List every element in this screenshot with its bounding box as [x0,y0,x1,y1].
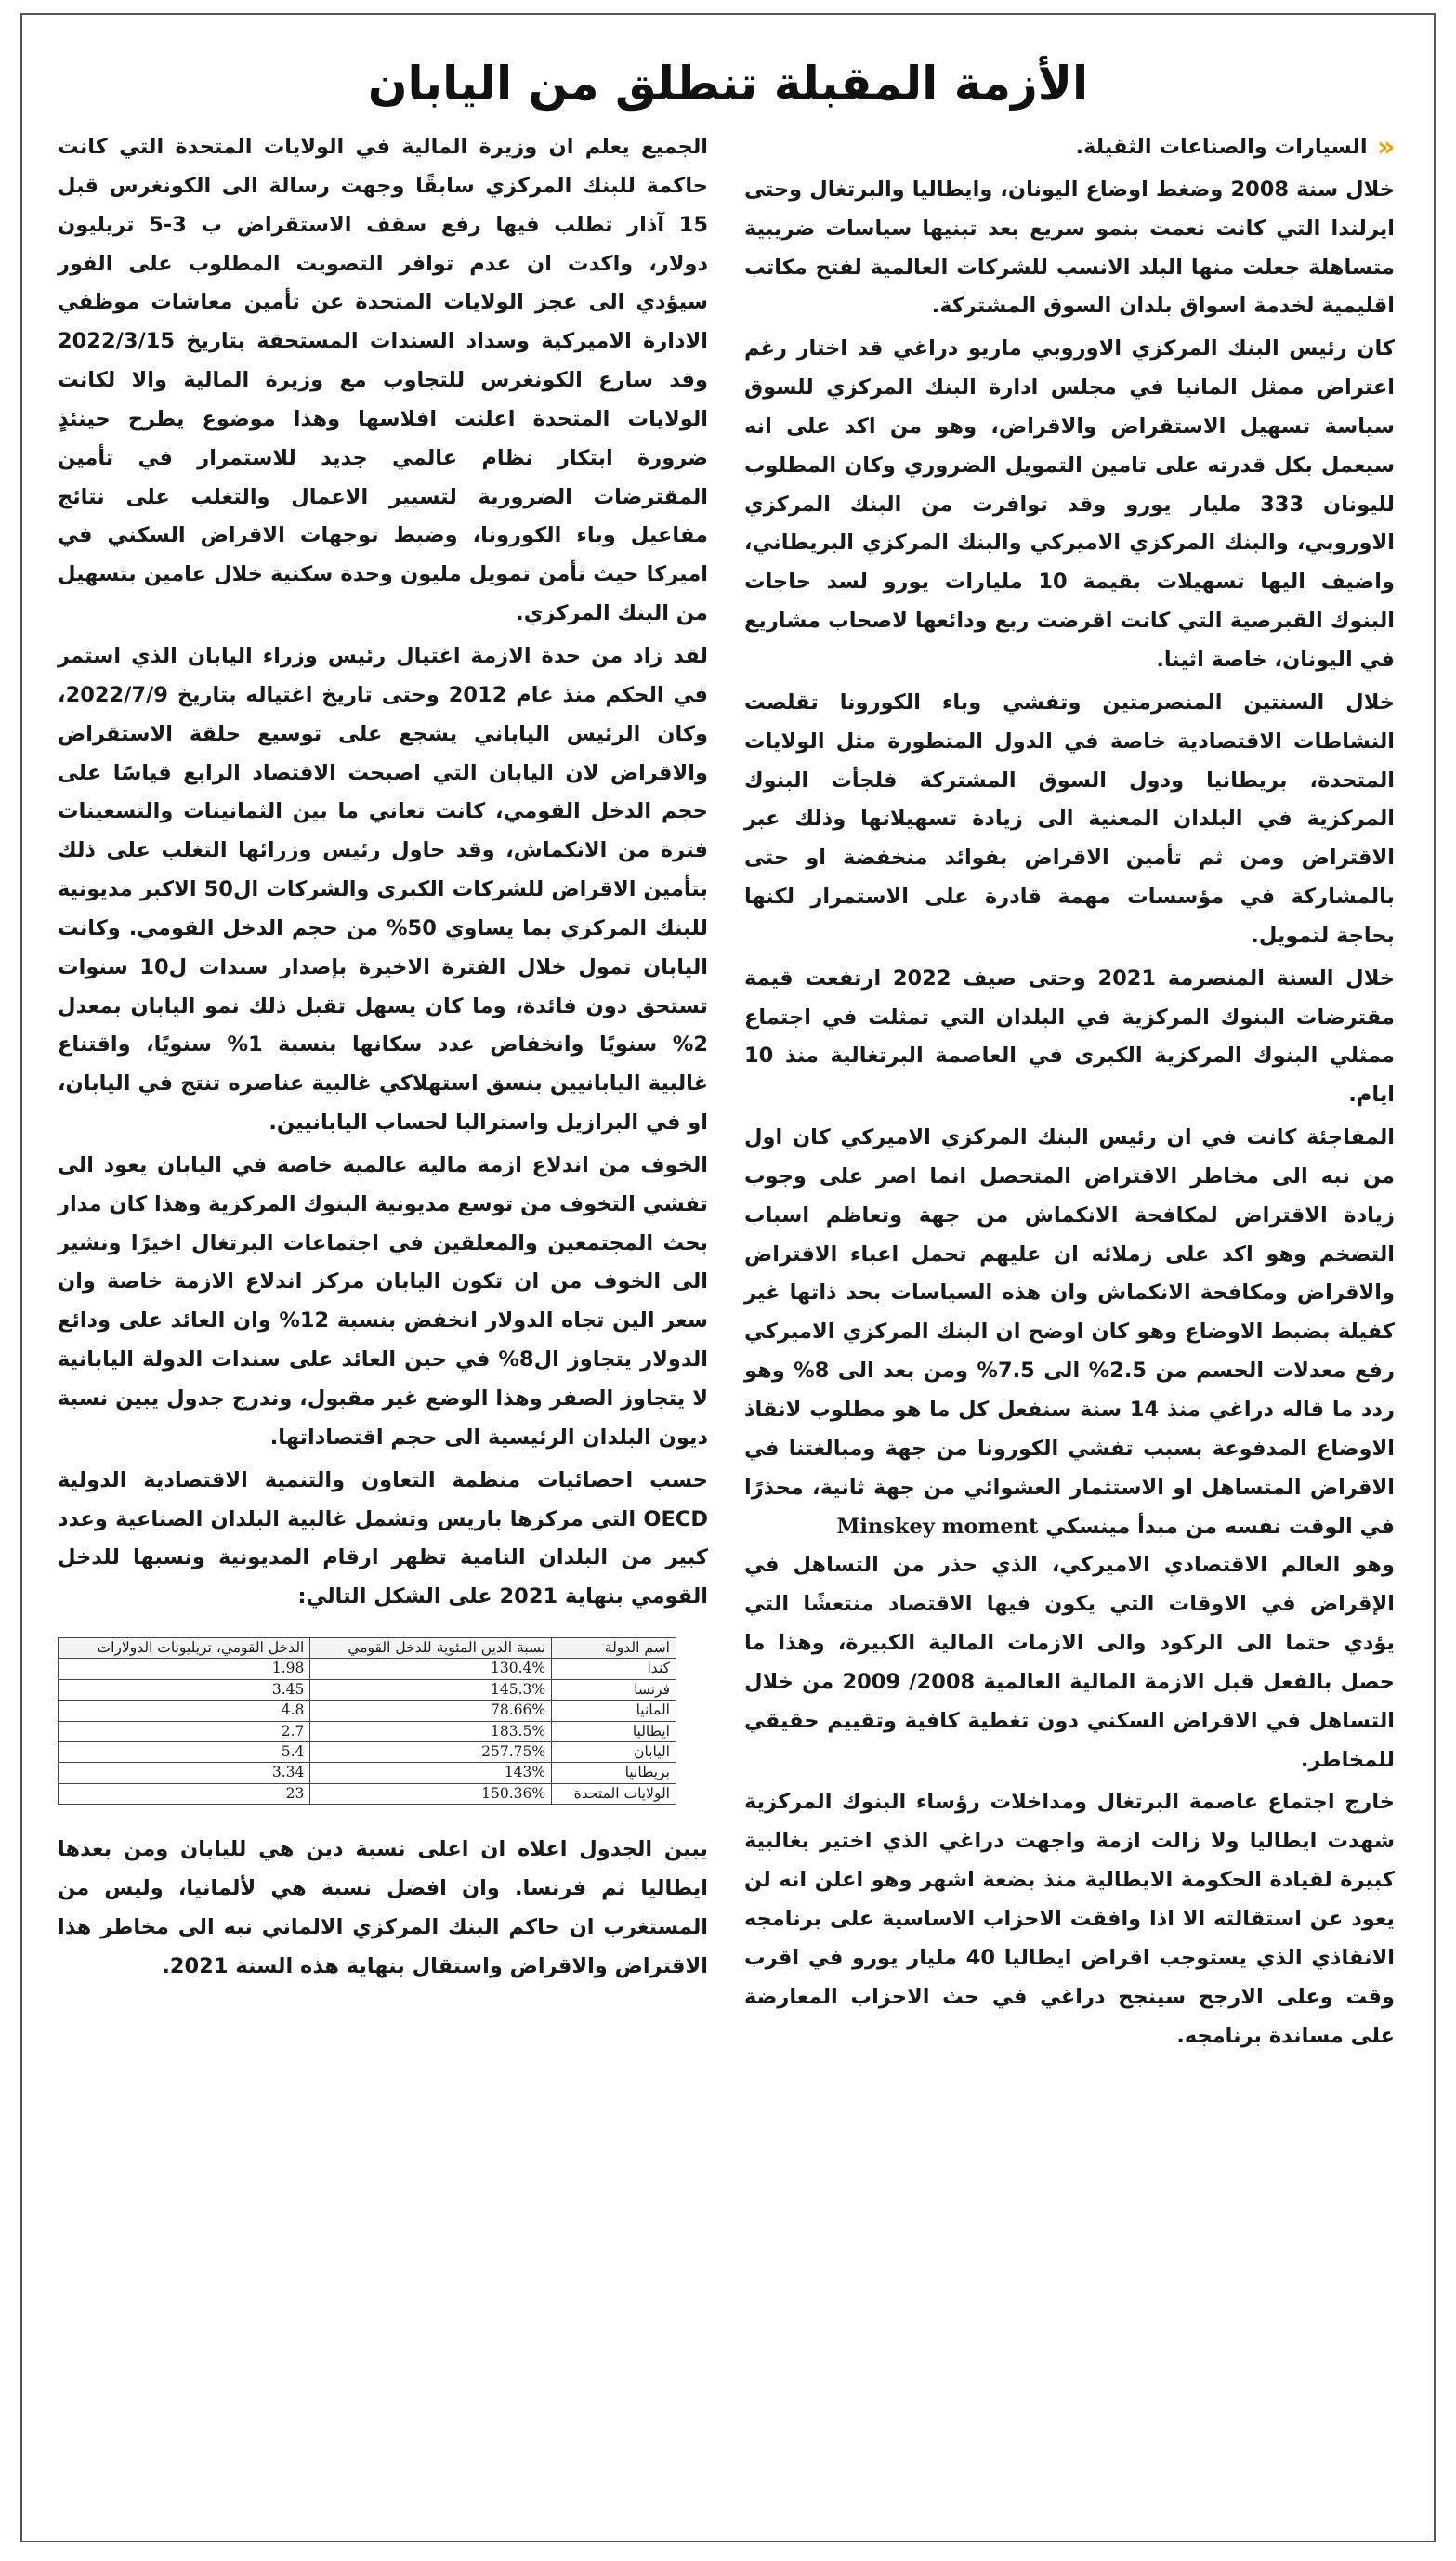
country-cell: اليابان [552,1741,676,1762]
table-row [59,1679,676,1700]
section-heading-text: السيارات والصناعات الثقيلة. [1075,135,1368,159]
debt-table-header-row [59,1638,676,1659]
country-cell: ايطاليا [552,1721,676,1741]
country-cell: كندا [552,1659,676,1679]
debt-ratio-cell: 183.5% [310,1721,552,1741]
table-row [59,1763,676,1783]
right-paragraph-5 [744,1119,1395,1546]
gdp-cell: 4.8 [59,1701,310,1721]
table-row [59,1783,676,1804]
debt-ratio-cell: 145.3% [310,1679,552,1700]
country-cell: بريطانيا [552,1763,676,1783]
table-row [59,1721,676,1741]
right-paragraph-1: خلال سنة 2008 وضغط اوضاع اليونان، وايطاليا والبرتغال وحتى ايرلندا التي كانت نعمت بنمو سريع بعد تبنيها سياسات ضريبية متساهلة جعلت منها البلد الانسب للشركات العالمية لفتح مكاتب اقليمية لخدمة اسواق بلدان السوق المشتركة. [744,177,1395,319]
gdp-cell: 1.98 [59,1659,310,1679]
table-row [59,1741,676,1762]
left-paragraph-4: حسب احصائيات منظمة التعاون والتنمية الاقتصادية الدولية OECD التي مركزها باريس وتشمل غالبية البلدان الصناعية وعدد كبير من البلدان النامية تظهر ارقام المديونية ونسبها للدخل القومي بنهاية 2021 على الشكل التالي: [58,1467,708,1609]
debt-ratio-cell: 143% [310,1763,552,1783]
left-paragraph-1: الجميع يعلم ان وزيرة المالية في الولايات المتحدة التي كانت حاكمة للبنك المركزي سابقًا وجهت رسالة الى الكونغرس قبل 15 آذار تطلب فيها رفع سقف الاستقراض ب 3-5 تريليون دولار، واكدت ان عدم توافر التصويت المطلوب على الفور سيؤدي الى عجز الولايات المتحدة عن تأمين معاشات موظفي الادارة الاميركية وسداد السندات المستحقة بتاريخ 2022/3/15 وقد سارع الكونغرس للتجاوب مع وزيرة المالية والا لكانت الولايات المتحدة اعلنت افلاسها وهذا موضوع يطرح حينئذٍ ضرورة ابتكار نظام عالمي جديد للاستمرار في تأمين المقترضات الضرورية لتسيير الاعمال والتغلب على نتائج مفاعيل وباء الكورونا، وضبط توجهات الاقراض السكني في اميركا حيث تأمن تمويل مليون وحدة سكنية خلال عامين بتسهيل من البنك المركزي. [58,135,708,626]
double-chevron-left-icon: » [1376,130,1395,164]
gdp-cell: 3.45 [59,1679,310,1700]
gdp-cell: 5.4 [59,1741,310,1762]
country-cell: فرنسا [552,1679,676,1700]
header-debt-ratio: نسبة الدين المئوية للدخل القومي [310,1638,552,1659]
right-column [744,128,1395,2059]
country-cell: الولايات المتحدة [552,1783,676,1804]
closing-paragraph: يبين الجدول اعلاه ان اعلى نسبة دين هي لليابان ومن بعدها ايطاليا ثم فرنسا. وان افضل نسبة هي لألمانيا، وليس من المستغرب ان حاكم البنك المركزي الالماني نبه الى مخاطر هذا الاقتراض والاقراض واستقال بنهاية هذه السنة 2021. [58,1837,708,1978]
debt-ratio-cell: 130.4% [310,1659,552,1679]
right-paragraph-2: كان رئيس البنك المركزي الاوروبي ماريو دراغي قد اختار رغم اعتراض ممثل المانيا في مجلس ادارة البنك المركزي للسوق سياسة تسهيل الاستقراض والاقراض، وهو من اكد على انه سيعمل بكل قدرته على تامين التمويل الضروري وكان المطلوب لليونان 333 مليار يورو وقد توافرت من البنك المركزي الاوروبي، والبنك المركزي الاميركي والبنك المركزي البريطاني، واضيف اليها تسهيلات بقيمة 10 مليارات يورو لسد حاجات البنوك القبرصية التي كانت اقرضت ربع ودائعها لاصحاب مشاريع في اليونان، خاصة اثينا. [744,336,1396,672]
header-country: اسم الدولة [552,1638,676,1659]
debt-table [58,1637,676,1805]
table-row [59,1659,676,1679]
right-paragraph-6: وهو العالم الاقتصادي الاميركي، الذي حذر من التساهل في الإقراض في الاوقات التي يكون فيها الاقتصاد منتعشًا التي يؤدي حتما الى الركود والى الازمات المالية الكبيرة، وهذا ما حصل بالفعل قبل الازمة المالية العالمية 2008/ 2009 من خلال التساهل في الاقراض السكني دون تغطية كافية وتقييم حقيقي للمخاطر. [744,1553,1395,1772]
header-gdp: الدخل القومي، تريليونات الدولارات [59,1638,310,1659]
minskey-term: Minskey moment [836,1514,1039,1539]
debt-ratio-cell: 150.36% [310,1783,552,1804]
gdp-cell: 23 [59,1783,310,1804]
left-column [58,128,708,1990]
debt-ratio-cell: 78.66% [310,1701,552,1721]
article-headline: الأزمة المقبلة تنطلق من اليابان [367,56,1089,111]
right-paragraph-3: خلال السنتين المنصرمتين وتفشي وباء الكورونا تقلصت النشاطات الاقتصادية خاصة في الدول المتطورة مثل الولايات المتحدة، بريطانيا ودول السوق المشتركة فلجأت البنوك المركزية في البلدان المعنية الى زيادة تسهيلاتها وذلك عبر الاقتراض ومن ثم تأمين الاقراض بفوائد منخفضة او حتى بالمشاركة في مؤسسات مهمة قادرة على الاستمرار لكنها بحاجة لتمويل. [744,690,1395,948]
right-paragraph-4: خلال السنة المنصرمة 2021 وحتى صيف 2022 ارتفعت قيمة مقترضات البنوك المركزية في البلدان التي تمثلت في اجتماع ممثلي البنوك المركزية الكبرى في العاصمة البرتغالية منذ 10 ايام. [744,965,1396,1108]
table-row [59,1701,676,1721]
left-paragraph-3: الخوف من اندلاع ازمة مالية عالمية خاصة في اليابان يعود الى تفشي التخوف من توسع مديونية البنوك المركزية وهذا كان مدار بحث المجتمعين والمعلقين في اجتماعات البرتغال اخيرًا ونشير الى الخوف من ان تكون اليابان مركز اندلاع الازمة خاصة وان سعر الين تجاه الدولار انخفض بنسبة 12% وان العائد على ودائع الدولار يتجاوز ال8% في حين العائد على سندات الدولة اليابانية لا يتجاوز الصفر وهذا الوضع غير مقبول، وندرج جدول يبين نسبة ديون البلدان الرئيسية الى حجم اقتصاداتها. [58,1152,708,1450]
debt-ratio-cell: 257.75% [310,1741,552,1762]
gdp-cell: 3.34 [59,1763,310,1783]
section-heading [744,128,1395,167]
right-paragraph-5-text: المفاجئة كانت في ان رئيس البنك المركزي الاميركي كان اول من نبه الى مخاطر الاقتراض المتحصل انما اصر على وجوب زيادة الاقتراض لمكافحة الانكماش من جهة وتعاظم اسباب التضخم وهو اكد على زملائه ان عليهم تحمل اعباء الاقتراض والاقراض ومكافحة الانكماش وان هذه السياسات بحد ذاتها غير كفيلة بضبط الاوضاع وهو كان اوضح ان البنك المركزي الاميركي رفع معدلات الحسم من 2.5% الى 7.5% ومن بعد الى 8% وهو ردد ما قاله دراغي منذ 14 سنة سنفعل كل ما هو مطلوب لانقاذ الاوضاع المدفوعة بسبب تفشي الكورونا من جهة ومبالغتنا في الاقراض المتساهل او الاستثمار العشوائي من جهة ثانية، محذرًا في الوقت نفسه من مبدأ مينسكي [744,1125,1395,1539]
left-paragraph-2: لقد زاد من حدة الازمة اغتيال رئيس وزراء اليابان الذي استمر في الحكم منذ عام 2012 وحتى تاريخ اغتياله بتاريخ 2022/7/9، وكان الرئيس الياباني يشجع على توسيع حلقة الاستقراض والاقراض لان اليابان التي اصبحت الاقتصاد الرابع قياسًا على حجم الدخل القومي، كانت تعاني ما بين الثمانينات والتسعينات فترة من الانكماش، وقد حاول رئيس وزرائها التغلب على ذلك بتأمين الاقراض للشركات الكبرى والشركات ال50 الاكبر مديونية للبنك المركزي بما يساوي 50% من حجم الدخل القومي. وكانت اليابان تمول خلال الفترة الاخيرة بإصدار سندات ل10 سنوات تستحق دون فائدة، وما كان يسهل تقبل ذلك نمو اليابان بمعدل 2% سنويًا وانخفاض عدد سكانها بنسبة 1% سنويًا، واقتناع غالبية اليابانيين بنسق استهلاكي غالبية عناصره تنتج في اليابان، او في البرازيل واستراليا لحساب اليابانيين. [58,643,708,1136]
country-cell: المانيا [552,1701,676,1721]
gdp-cell: 2.7 [59,1721,310,1741]
right-paragraph-7: خارج اجتماع عاصمة البرتغال ومداخلات رؤساء البنوك المركزية شهدت ايطاليا ولا زالت ازمة واجهت دراغي الذي اختير بغالبية كبيرة لقيادة الحكومة الايطالية منذ بضعة اشهر وهو اعلن انه لن يعود عن استقالته الا اذا وافقت الاحزاب الاساسية على برنامجه الانقاذي الذي يستوجب اقراض ايطاليا 40 مليار يورو في اقرب وقت وعلى الارجح سينجح دراغي في حث الاحزاب المعارضة على مساندة برنامجه. [744,1790,1396,2048]
